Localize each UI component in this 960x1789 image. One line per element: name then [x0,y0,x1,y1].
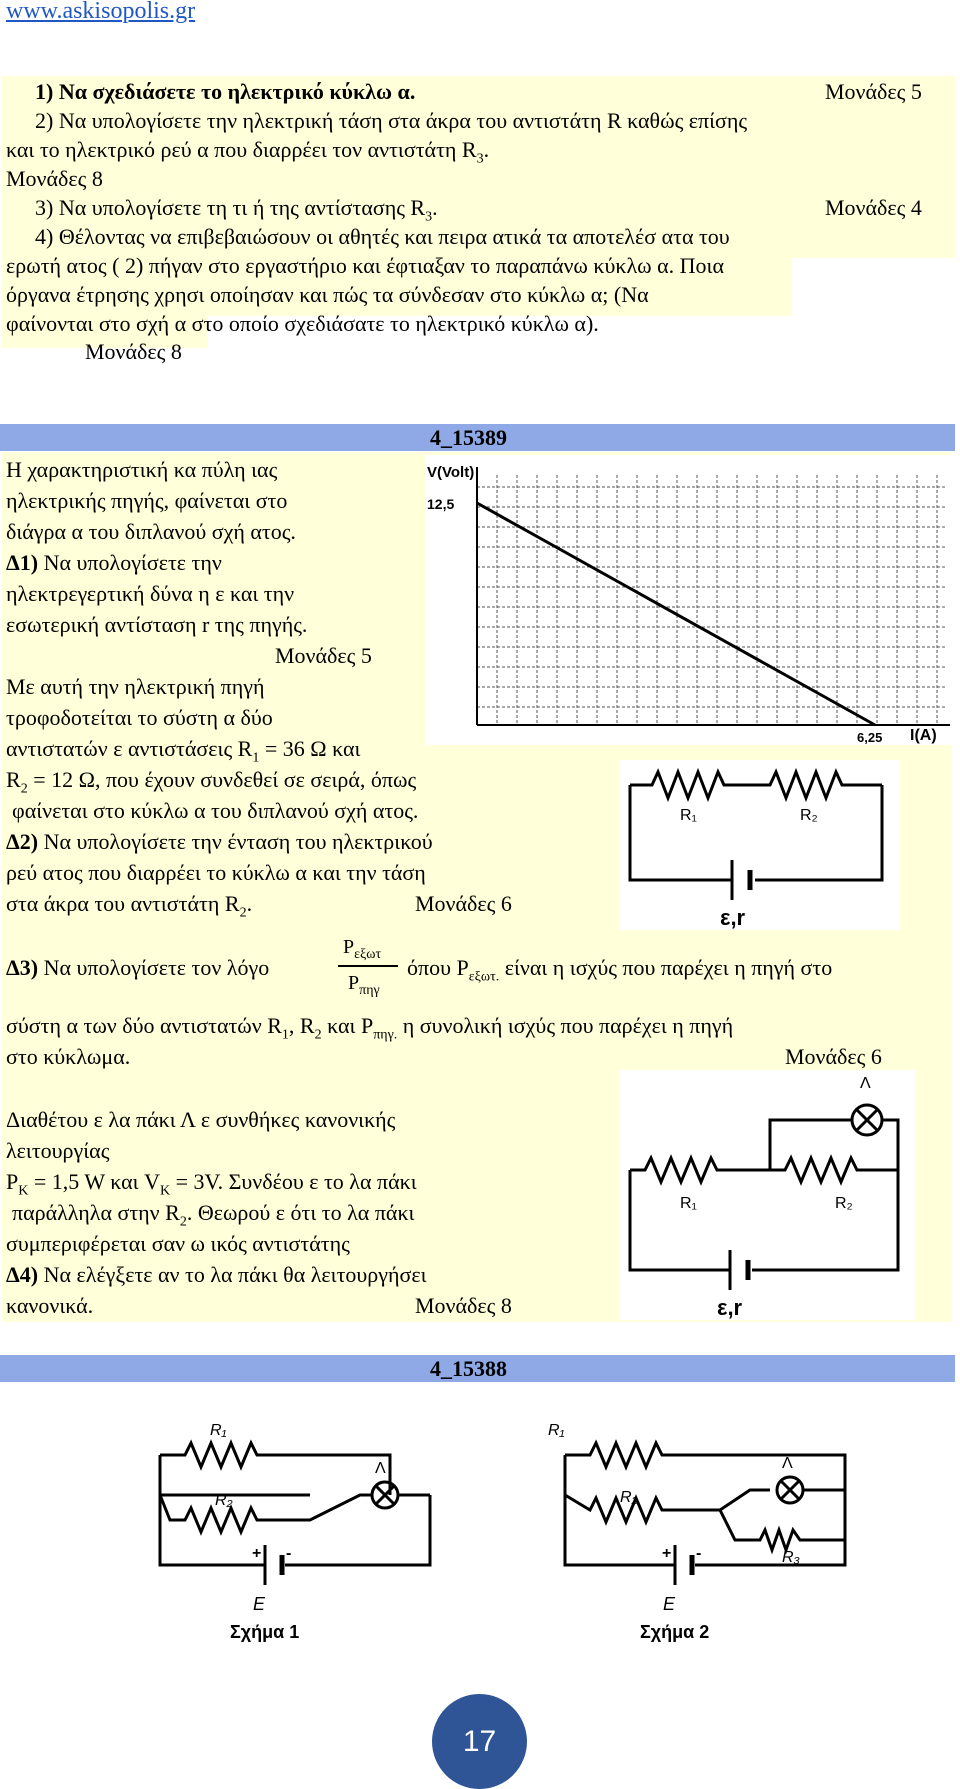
q1-marks: Μονάδες 5 [825,79,922,104]
figure-2 [520,1400,890,1650]
d2-line-2: ρεύ ατος που διαρρέει το κύκλω α και την τάση [6,860,426,885]
question-4-line-3: όργανα έτρησης χρησι οποίησαν και πώς τα σύνδεσαν στο κύκλω α; (Να [6,282,649,307]
p1-text-1: Με αυτή την ηλεκτρική πηγή [6,674,265,699]
label-lamp: Λ [860,1075,871,1092]
d1-marks: Μονάδες 5 [275,643,372,668]
lamp-line-5: συμπεριφέρεται σαν ω ικός αντιστάτης [6,1231,350,1256]
label-r2-b: R₂ [835,1195,853,1212]
d4-line-1: Δ4) Να ελέγξετε αν το λα πάκι θα λειτουργήσει [6,1262,427,1287]
p1-text-2: τροφοδοτείται το σύστη α δύο [6,705,273,730]
d1-line-1: Δ1) Να υπολογίσετε την [6,550,222,575]
fig2-plus: + [662,1545,672,1562]
d2-line-1: Δ2) Να υπολογίσετε την ένταση του ηλεκτρικού [6,829,433,854]
fig2-label-e: E [663,1594,676,1614]
d1-line-2: ηλεκτρεγερτική δύνα η ε και την [6,581,295,606]
q2-marks: Μονάδες 8 [6,166,103,191]
question-3: 3) Να υπολογίσετε τη τι ή της αντίστασης $R_3$. [35,195,438,225]
lamp-line-4: παράλληλα στην $R_2$. Θεωρού ε ότι το λα πάκι [12,1200,415,1230]
graph-bg [425,455,955,745]
graph-y-value: 12,5 [427,496,455,512]
label-emf-b: ε,r [717,1295,743,1320]
question-1: 1) Να σχεδιάσετε το ηλεκτρικό κύκλω α. [35,79,416,104]
d3-fraction-den: $P_{\pi\eta\gamma}$ [348,972,380,998]
d1-line-3: εσωτερική αντίσταση r της πηγής. [6,612,308,637]
p1-intro-3: διάγρα α του διπλανού σχή ατος. [6,519,296,544]
fig2-label-r2: R₂ [620,1489,638,1506]
d3-line-3: στο κύκλωμα. [6,1044,131,1069]
lamp-line-2: λειτουργίας [6,1138,110,1163]
d2-line-3: στα άκρα του αντιστάτη $R_2$. [6,891,253,921]
fig2-label-r1: R₁ [548,1422,565,1439]
question-2-line-1: 2) Να υπολογίσετε την ηλεκτρική τάση στα άκρα του αντιστάτη R καθώς επίσης [35,108,748,133]
graph-y-label: V(Volt) [427,464,475,481]
fig1-minus: - [286,1545,292,1562]
d2-marks: Μονάδες 6 [415,891,512,916]
fig1-label-e: E [253,1594,266,1614]
d3-line-1: Δ3) Να υπολογίσετε τον λόγο [6,955,270,980]
q3-marks: Μονάδες 4 [825,195,922,220]
d3-marks: Μονάδες 6 [785,1044,882,1069]
graph-x-value: 6,25 [857,730,883,745]
label-r1-b: R₁ [680,1195,697,1212]
question-4-line-2: ερωτή ατος ( 2) πήγαν στο εργαστήριο και έφτιαξαν το παραπάνω κύκλω α. Ποια [6,253,724,278]
question-4-line-1: 4) Θέλοντας να επιβεβαιώσουν οι αθητές και πειρα ατικά τα αποτελέσ ατα του [35,224,730,249]
d3-fraction-bar [338,965,398,967]
d3-line-2: σύστη α των δύο αντιστατών $R_1$, $R_2$ και $P_{\pi\eta\gamma.}$ η συνολική ισχύς που παρέχει η πηγή [6,1013,734,1043]
fig2-label-r3: R₃ [782,1549,800,1566]
p1-intro-1: Η χαρακτηριστική κα πύλη ιας [6,457,278,482]
site-link[interactable]: www.askisopolis.gr [6,0,196,24]
page-number-badge: 17 [432,1694,527,1789]
lamp-line-3: $P_K = 1,5$ W και $V_K = 3V$. Συνδέου ε το λα πάκι [6,1169,417,1199]
problem-1-id: 4_15389 [430,425,507,450]
fig2-label-lamp: Λ [782,1455,793,1472]
d4-line-2: κανονικά. [6,1293,94,1318]
label-r1: R₁ [680,807,697,824]
p1-text-3: αντιστατών ε αντιστάσεις $R_1 = 36$ Ω και [6,736,361,766]
fig2-minus: - [696,1545,702,1562]
question-2-line-2: και το ηλεκτρικό ρεύ α που διαρρέει τον αντιστάτη $R_3$. [6,137,490,167]
fig1-label-r2: R₂ [215,1492,233,1509]
label-emf: ε,r [720,905,746,930]
figure-1 [110,1400,480,1650]
vi-graph [425,455,955,745]
fig1-label-lamp: Λ [375,1460,386,1477]
label-r2: R₂ [800,807,818,824]
question-4-line-4: φαίνονται στο σχή α στο οποίο σχεδιάσατε το ηλεκτρικό κύκλω α). [6,311,599,336]
d3-line-1-rest: όπου $P_{\varepsilon\xi\omega\tau.}$ είναι η ισχύς που παρέχει η πηγή στο [407,955,833,985]
p1-text-5: φαίνεται στο κύκλω α του διπλανού σχή ατος. [12,798,419,823]
d4-marks: Μονάδες 8 [415,1293,512,1318]
problem-2-id: 4_15388 [430,1356,507,1381]
graph-x-label: I(A) [910,727,937,744]
p1-intro-2: ηλεκτρικής πηγής, φαίνεται στο [6,488,288,513]
circuit-with-lamp [620,1070,915,1320]
d3-fraction-num: $P_{\varepsilon\xi\omega\tau}$ [343,936,382,962]
lamp-line-1: Διαθέτου ε λα πάκι Λ ε συνθήκες κανονικής [6,1107,396,1132]
p1-text-4: $R_2 = 12$ Ω, που έχουν συνδεθεί σε σειρά, όπως [6,767,417,797]
fig1-caption: Σχήμα 1 [230,1622,300,1642]
circuit-series [620,760,900,930]
fig1-plus: + [252,1545,262,1562]
q4-marks: Μονάδες 8 [85,339,182,364]
fig2-caption: Σχήμα 2 [640,1622,710,1642]
fig1-label-r1: R₁ [210,1422,227,1439]
